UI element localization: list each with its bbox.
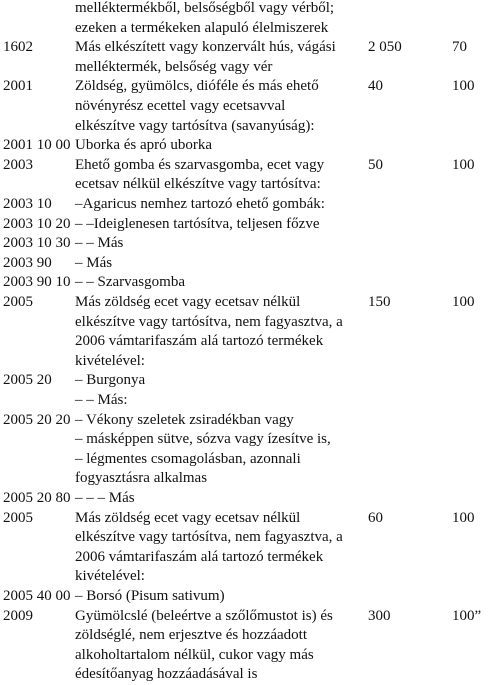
product-description-line: –Agaricus nemhez tartozó ehető gombák: [75, 196, 325, 212]
product-description-line: melléktermékből, belsőségből vagy vérből; [75, 0, 335, 16]
tariff-code: 2003 90 10 [3, 274, 71, 291]
product-description-line: növényrész ecettel vagy ecetsavval [75, 97, 286, 114]
table-row [0, 77, 501, 136]
product-description-line: ezeken a termékeken alapuló élelmiszerek [75, 19, 329, 36]
table-row [0, 254, 501, 274]
product-description-line: – – Szarvasgomba [75, 274, 185, 291]
quantity-value: 40 [368, 78, 383, 95]
tariff-code: 2005 20 [3, 372, 52, 389]
duty-rate-value: 100 [452, 509, 475, 526]
table-row [0, 273, 501, 293]
table-row [0, 195, 501, 215]
table-row [0, 293, 501, 371]
product-description-line: fogyasztásra alkalmas [75, 470, 208, 487]
tariff-code: 2005 40 00 [3, 588, 71, 604]
product-description-line: kivételével: [75, 568, 145, 585]
tariff-code: 2001 10 00 [3, 137, 71, 154]
product-description-line: – – – Más [75, 490, 135, 506]
tariff-code: 2003 10 20 [3, 215, 71, 232]
product-description-line: – Borsó (Pisum sativum) [75, 588, 225, 604]
product-description-line: 2006 vámtarifaszám alá tartozó termékek [75, 333, 324, 350]
quantity-value: 50 [368, 156, 383, 173]
product-description-line: – – Más: [75, 392, 128, 408]
quantity-value: 300 [368, 607, 391, 624]
tariff-code: 2003 10 30 [3, 235, 71, 252]
duty-rate-value: 100 [452, 78, 475, 95]
product-description-line: zöldséglé, nem erjesztve és hozzáadott [75, 627, 307, 644]
duty-rate-value: 70 [452, 39, 467, 56]
product-description-line: elkészítve vagy tartósítva, nem fagyasztva, a [75, 313, 343, 330]
tariff-code: 2005 [3, 509, 33, 526]
product-description-line: Gyümölcslé (beleértve a szőlőmustot is) és [75, 607, 333, 624]
duty-rate-value: 100 [452, 156, 475, 173]
table-row [0, 607, 501, 685]
table-row [0, 0, 501, 38]
product-description-line: Ehető gomba és szarvasgomba, ecet vagy [75, 156, 325, 173]
product-description-line: Uborka és apró uborka [75, 137, 213, 154]
table-row [0, 587, 501, 607]
product-description-line: – Vékony szeletek zsiradékban vagy [75, 411, 294, 428]
tariff-code: 2005 20 80 [3, 490, 71, 506]
product-description-line: 2006 vámtarifaszám alá tartozó termékek [75, 548, 324, 565]
table-row [0, 489, 501, 509]
table-row [0, 371, 501, 391]
product-description-line: kivételével: [75, 352, 145, 369]
quantity-value: 150 [368, 294, 391, 310]
product-description-line: Más zöldség ecet vagy ecetsav nélkül [75, 294, 301, 310]
tariff-code: 2003 90 [3, 254, 52, 271]
product-description-line: Más zöldség ecet vagy ecetsav nélkül [75, 509, 301, 526]
table-row [0, 156, 501, 195]
table-row [0, 509, 501, 587]
product-description-line: – –Ideiglenesen tartósítva, teljesen főzve [75, 215, 320, 232]
product-description-line: Más elkészített vagy konzervált hús, vágási [75, 39, 336, 56]
product-description-line: elkészítve vagy tartósítva, nem fagyasztva, a [75, 529, 343, 546]
duty-rate-value: 100” [452, 607, 482, 624]
tariff-code: 2003 [3, 156, 33, 173]
tariff-code: 2003 10 [3, 196, 52, 212]
product-description-line: elkészítve vagy tartósítva (savanyúság): [75, 117, 315, 134]
table-row [0, 234, 501, 254]
product-description-line: Zöldség, gyümölcs, dióféle és más ehető [75, 78, 319, 95]
product-description-line: – Más [75, 254, 113, 271]
product-description-line: – – Más [75, 235, 124, 252]
table-row [0, 411, 501, 489]
product-description-line: – légmentes csomagolásban, azonnali [75, 450, 301, 467]
table-row [0, 215, 501, 235]
product-description-line: édesítőanyag hozzáadásával is [75, 666, 258, 683]
product-description-line: ecetsav nélkül elkészítve vagy tartósítva: [75, 176, 321, 193]
product-description-line: – másképpen sütve, sózva vagy ízesítve is, [75, 431, 331, 448]
tariff-code: 2001 [3, 78, 33, 95]
quantity-value: 60 [368, 509, 383, 526]
product-description-line: melléktermék, belsőség vagy vér [75, 58, 273, 75]
table-row [0, 391, 501, 411]
table-row [0, 136, 501, 156]
product-description-line: alkoholtartalom nélkül, cukor vagy más [75, 646, 314, 663]
quantity-value: 2 050 [368, 39, 402, 56]
tariff-code: 2005 20 20 [3, 411, 71, 428]
duty-rate-value: 100 [452, 294, 475, 310]
tariff-code: 2005 [3, 294, 33, 310]
product-description-line: – Burgonya [75, 372, 146, 389]
tariff-code: 1602 [3, 39, 33, 56]
table-row [0, 38, 501, 77]
tariff-code: 2009 [3, 607, 33, 624]
